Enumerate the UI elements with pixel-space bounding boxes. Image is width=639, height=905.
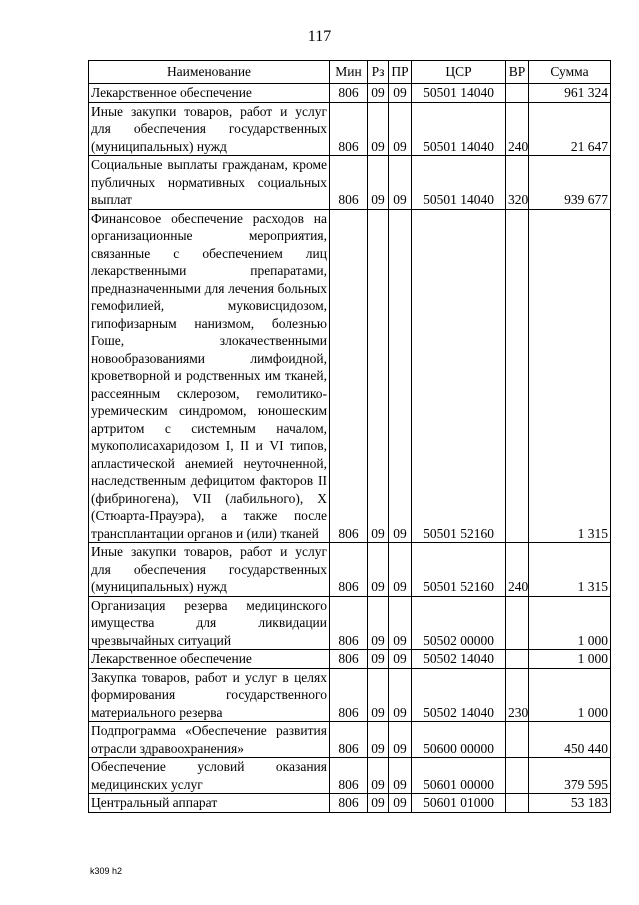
row-pr: 09 (389, 668, 412, 722)
table-row (89, 543, 611, 597)
table-row (89, 102, 611, 156)
row-rz: 09 (368, 596, 389, 650)
row-name: Иные закупки товаров, работ и услуг для обеспечения государственных (муниципальных) нужд (89, 543, 330, 597)
row-vr (506, 209, 529, 543)
row-pr: 09 (389, 102, 412, 156)
row-name: Организация резерва медицинского имущества для ликвидации чрезвычайных ситуаций (89, 596, 330, 650)
row-rz: 09 (368, 668, 389, 722)
row-rz: 09 (368, 84, 389, 103)
row-min: 806 (330, 794, 368, 813)
row-vr (506, 794, 529, 813)
row-name: Подпрограмма «Обеспечение развития отрасли здравоохранения» (89, 722, 330, 758)
row-sum: 1 315 (529, 209, 611, 543)
row-name: Иные закупки товаров, работ и услуг для обеспечения государственных (муниципальных) нужд (89, 102, 330, 156)
table-row (89, 668, 611, 722)
budget-table (88, 60, 611, 813)
row-rz: 09 (368, 722, 389, 758)
row-csr: 50502 14040 (412, 668, 506, 722)
row-name: Лекарственное обеспечение (89, 84, 330, 103)
row-rz: 09 (368, 543, 389, 597)
row-pr: 09 (389, 722, 412, 758)
row-min: 806 (330, 758, 368, 794)
row-csr: 50600 00000 (412, 722, 506, 758)
row-vr: 230 (506, 668, 529, 722)
row-pr: 09 (389, 84, 412, 103)
row-min: 806 (330, 156, 368, 210)
row-vr (506, 84, 529, 103)
row-sum: 1 000 (529, 668, 611, 722)
page-number: 117 (307, 28, 332, 45)
row-vr: 320 (506, 156, 529, 210)
row-pr: 09 (389, 209, 412, 543)
row-csr: 50502 00000 (412, 596, 506, 650)
row-csr: 50501 14040 (412, 102, 506, 156)
row-pr: 09 (389, 758, 412, 794)
footer-code: k309 h2 (90, 866, 123, 876)
row-min: 806 (330, 722, 368, 758)
row-csr: 50501 52160 (412, 543, 506, 597)
table-row (89, 794, 611, 813)
row-min: 806 (330, 84, 368, 103)
row-min: 806 (330, 650, 368, 669)
row-sum: 21 647 (529, 102, 611, 156)
row-pr: 09 (389, 156, 412, 210)
row-sum: 1 000 (529, 596, 611, 650)
row-sum: 939 677 (529, 156, 611, 210)
table-row (89, 209, 611, 543)
row-name: Финансовое обеспечение расходов на организационные мероприятия, связанные с обеспечением лиц лекарственными препаратами, предназначенными для лечения больных гемофилией, муковисцидозом, гипофизарным нанизмом, болезнью Гоше, злокачественными новообразованиями лимфоидной, кроветворной и родственных им тканей, рассеянным склерозом, гемолитико-уремическим синдромом, юношеским артритом с системным началом, мукополисахаридозом I, II и VI типов, апластической анемией неуточненной, наследственным дефицитом факторов II (фибриногена), VII (лабильного), X (Стюарта-Прауэра), а также после трансплантации органов и (или) тканей (89, 209, 330, 543)
column-header-min: Мин (330, 61, 368, 84)
row-name: Закупка товаров, работ и услуг в целях формирования государственного материального резерва (89, 668, 330, 722)
column-header-pr: ПР (389, 61, 412, 84)
row-pr: 09 (389, 543, 412, 597)
row-csr: 50502 14040 (412, 650, 506, 669)
row-rz: 09 (368, 794, 389, 813)
row-min: 806 (330, 596, 368, 650)
table-header-row (89, 61, 611, 84)
row-rz: 09 (368, 209, 389, 543)
row-pr: 09 (389, 596, 412, 650)
row-csr: 50501 52160 (412, 209, 506, 543)
row-sum: 1 315 (529, 543, 611, 597)
row-min: 806 (330, 543, 368, 597)
column-header-rz: Рз (368, 61, 389, 84)
row-sum: 1 000 (529, 650, 611, 669)
table-row (89, 84, 611, 103)
row-name: Лекарственное обеспечение (89, 650, 330, 669)
row-vr (506, 758, 529, 794)
row-sum: 450 440 (529, 722, 611, 758)
row-vr: 240 (506, 543, 529, 597)
column-header-vr: ВР (506, 61, 529, 84)
row-pr: 09 (389, 650, 412, 669)
row-pr: 09 (389, 794, 412, 813)
row-csr: 50601 00000 (412, 758, 506, 794)
row-csr: 50501 14040 (412, 156, 506, 210)
row-vr (506, 722, 529, 758)
table-row (89, 722, 611, 758)
table-row (89, 650, 611, 669)
row-min: 806 (330, 209, 368, 543)
row-vr: 240 (506, 102, 529, 156)
row-rz: 09 (368, 650, 389, 669)
column-header-name: Наименование (89, 61, 330, 84)
row-rz: 09 (368, 102, 389, 156)
row-csr: 50601 01000 (412, 794, 506, 813)
table-row (89, 758, 611, 794)
column-header-sum: Сумма (529, 61, 611, 84)
row-rz: 09 (368, 758, 389, 794)
row-name: Социальные выплаты гражданам, кроме публичных нормативных социальных выплат (89, 156, 330, 210)
row-sum: 53 183 (529, 794, 611, 813)
row-min: 806 (330, 102, 368, 156)
row-name: Центральный аппарат (89, 794, 330, 813)
row-vr (506, 650, 529, 669)
table-row (89, 596, 611, 650)
row-sum: 961 324 (529, 84, 611, 103)
row-rz: 09 (368, 156, 389, 210)
row-sum: 379 595 (529, 758, 611, 794)
row-csr: 50501 14040 (412, 84, 506, 103)
row-vr (506, 596, 529, 650)
row-name: Обеспечение условий оказания медицинских услуг (89, 758, 330, 794)
table-row (89, 156, 611, 210)
column-header-csr: ЦСР (412, 61, 506, 84)
row-min: 806 (330, 668, 368, 722)
